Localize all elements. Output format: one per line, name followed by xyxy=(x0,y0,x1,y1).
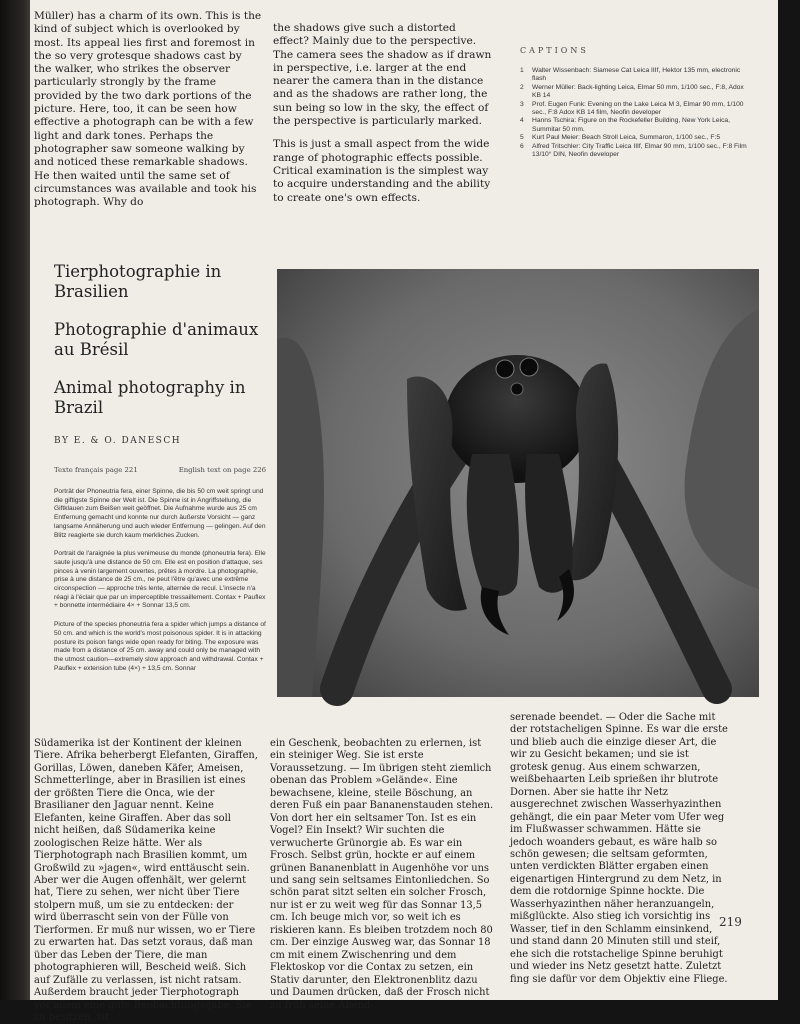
photo-caption-german: Porträt der Phoneutria fera, einer Spinne, die bis 50 cm weit springt und die giftigste Spinne der Welt ist. Die Spinne ist in Angriffstellung, die Giftklauen zum Beißen weit geöffnet. Die Aufnahme wurde aus 25 cm Entfernung gemacht und konnte nur durch äußerste Vorsicht — ganz langsame Annäherung und auch wieder Entfernung — gelingen. Auf den Blitz reagierte sie durch kaum merkliches Zucken. xyxy=(54,488,266,539)
article-title-german: Tierphotographie in Brasilien xyxy=(54,262,222,301)
caption-number: 4 xyxy=(520,117,524,125)
caption-text: Prof. Eugen Funk: Evening on the Lake Leica M 3, Elmar 90 mm, 1/100 sec., F:8 Adox KB 14 film, Neofin developer xyxy=(532,100,744,117)
english-text-reference: English text on page 226 xyxy=(178,466,266,474)
caption-item xyxy=(520,101,752,118)
spider-eye-right xyxy=(520,358,538,376)
top-text-column-1 xyxy=(34,10,262,209)
caption-number: 2 xyxy=(520,83,524,91)
spider-cephalothorax xyxy=(445,355,589,483)
body-column-1 xyxy=(34,738,258,1023)
language-references xyxy=(54,466,266,474)
top-text-column-2 xyxy=(273,22,493,204)
caption-text: Walter Wissenbach: Siamese Cat Leica IIIf, Hektor 135 mm, electronic flash xyxy=(532,67,741,83)
top-paragraph-1: Müller) has a charm of its own. This is the kind of subject which is overlooked by most. Its appeal lies first and foremost in the so very grotesque shadows cast by the walker, who strikes the observer particularly strongly by the frame provided by the two dark portions of the picture. Here, too, it can be seen how effective a photograph can be with a few light and dark tones. Perhaps the photographer saw someone walking by and noticed these remarkable shadows. He then waited until the same set of circumstances was available and took his photograph. Why do xyxy=(34,10,262,209)
caption-text: Hanns Tschira: Figure on the Rockefeller Building, New York Leica, Summitar 50 mm. xyxy=(532,117,731,133)
caption-item xyxy=(520,67,752,84)
top-paragraph-3: This is just a small aspect from the wide range of photographic effects possible. Critical examination is the simplest way to acquire understanding and the ability to create one's own effects. xyxy=(273,138,491,204)
body-column-2 xyxy=(270,738,496,1011)
body-column-3 xyxy=(510,712,728,985)
caption-item xyxy=(520,143,752,160)
book-spine xyxy=(0,0,34,1000)
french-text-reference: Texte français page 221 xyxy=(54,466,138,474)
caption-number: 1 xyxy=(520,67,524,74)
body-paragraph-3: serenade beendet. — Oder die Sache mit der rotstacheligen Spinne. Es war die erste und blieb auch die einzige dieser Art, die wir zu Gesicht bekamen; und sie ist grotesk genug. Aus einem schwarzen, weißbehaarten Leib sprießen ihr blutrote Dornen. Aber sie hatte ihr Netz ausgerechnet zwischen Wasserhyazinthen gehängt, die ein paar Meter vom Ufer weg im Flußwasser schwammen. Hätte sie jedoch woanders gebaut, es wäre halb so schön gewesen; die seltsam geformten, unten verdickten Blätter ergaben einen eigenartigen Hintergrund zu dem Netz, in dem die rotdornige Spinne hockte. Die Wasserhyazinthen näher heranzuangeln, mißglückte. Also stieg ich vorsichtig ins Wasser, tief in den Schlamm einsinkend, und stand dann 20 Minuten still und steif, ehe sich die rotstachelige Spinne beruhigt und wieder ins Netz gesetzt hatte. Zuletzt fing sie dafür vor dem Objektiv eine Fliege. xyxy=(510,712,728,985)
page-number: 219 xyxy=(719,915,742,929)
spider-eye-left xyxy=(496,360,514,378)
caption-number: 6 xyxy=(520,142,524,150)
article-header xyxy=(54,262,266,734)
top-paragraph-2: the shadows give such a distorted effect? Mainly due to the perspective. The camera sees the shadow as if drawn in perspective, i.e. larger at the end nearer the camera than in the distance and as the shadows are rather long, the sun being so low in the sky, the effect of the perspective is particularly marked. xyxy=(273,22,492,128)
article-title-english: Animal photography in Brazil xyxy=(54,378,246,417)
captions-block xyxy=(520,46,752,159)
magazine-page xyxy=(30,0,778,1023)
caption-text: Werner Müller: Back-lighting Leica, Elmar 50 mm, 1/100 sec., F:8, Adox KB 14 xyxy=(532,83,744,100)
body-paragraph-1: Südamerika ist der Kontinent der kleinen Tiere. Afrika beherbergt Elefanten, Giraffen, Gorillas, Löwen, daneben Käfer, Ameisen, Schmetterlinge, aber in Brasilien ist eines der größten Tiere die Onca, wie der Brasilianer den Jaguar nennt. Keine Elefanten, keine Giraffen. Aber das soll nicht heißen, daß Südamerika keine zoologischen Reize hätte. Wer als Tierphotograph nach Brasilien kommt, um Großwild zu »jagen«, wird enttäuscht sein. Aber wer die Augen offenhält, wer gelernt hat, Tiere zu sehen, wer nicht über Tiere stolpern muß, um sie zu entdecken: der wird überrascht sein von der Fülle von Tierformen. Er muß nur wissen, wo er Tiere zu erwarten hat. Das setzt voraus, daß man über das Leben der Tiere, die man photographieren will, Bescheid weiß. Sich auf Zufälle zu verlassen, ist nicht ratsam. Außerdem braucht jeder Tierphotograph vor allem eine gute Beobachtungsgabe. Sie zu besitzen, ist xyxy=(34,738,258,1023)
spider-eye-center xyxy=(511,383,523,395)
caption-item xyxy=(520,134,752,142)
article-byline: BY E. & O. DANESCH xyxy=(54,436,182,446)
caption-text: Alfred Tritschler: City Traffic Leica IIIf, Elmar 90 mm, 1/100 sec., F:8 Film 13/10° DIN, Neofin developer xyxy=(532,142,747,159)
caption-number: 5 xyxy=(520,134,524,142)
spider-photograph xyxy=(277,269,759,697)
caption-item xyxy=(520,117,752,134)
article-title-french: Photographie d'animaux au Brésil xyxy=(54,320,259,359)
body-paragraph-2: ein Geschenk, beobachten zu erlernen, ist ein steiniger Weg. Sie ist erste Voraussetzung. — Im übrigen steht ziemlich obenan das Problem »Gelände«. Eine bewachsene, kleine, steile Böschung, an deren Fuß ein paar Bananenstauden stehen. Von dort her ein seltsamer Ton. Ist es ein Vogel? Ein Insekt? Wir suchten die verwucherte Grünorgie ab. Es war ein Frosch. Selbst grün, hockte er auf einem grünen Bananenblatt in Augenhöhe vor uns und sang sein seltsames Eintonliedchen. So schön parat sitzt selten ein solcher Frosch, nur ist er zu weit weg für das Sonnar 13,5 cm. Ich beuge mich vor, so weit ich es riskieren kann. Es bleiben trotzdem noch 80 cm. Der einzige Ausweg war, das Sonnar 18 cm mit einem Zwischenring und dem Flektoskop vor die Contax zu setzen, ein Stativ darunter, den Elektronenblitz dazu und Daumen drücken, daß der Frosch nicht zu früh seine Abend- xyxy=(270,738,494,1011)
caption-item xyxy=(520,84,752,101)
photo-caption-english: Picture of the species phoneutria fera a spider which jumps a distance of 50 cm. and which is the world's most poisonous spider. It is in attacking posture its poison fangs wide open ready for biting. The exposure was made from a distance of 25 cm. away and could only be managed with the utmost caution—extremely slow approach and withdrawal. Contax + Pauflex + extension tube (4×) + 13,5 cm. Sonnar xyxy=(54,621,266,672)
caption-text: Kurt Paul Meier: Beach Stroll Leica, Summaron, 1/100 sec., F:5 xyxy=(532,134,721,142)
caption-number: 3 xyxy=(520,100,524,108)
photo-caption-french: Portrait de l'araignée la plus venimeuse du monde (phoneutria fera). Elle saute jusqu'à une distance de 50 cm. Elle est en position d'attaque, ses pinces à venin largement ouvertes, prêtes à mordre. La photographie, prise à une distance de 25 cm., ne peut l'être qu'avec une extrême circonspection — approche très lente, alternée de recul. L'insecte n'a réagi à l'éclair que par un imperceptible tressaillement. Contax + Pauflex + bonnette intermédiaire 4× + Sonnar 13,5 cm. xyxy=(54,550,266,610)
captions-heading: CAPTIONS xyxy=(520,46,589,55)
